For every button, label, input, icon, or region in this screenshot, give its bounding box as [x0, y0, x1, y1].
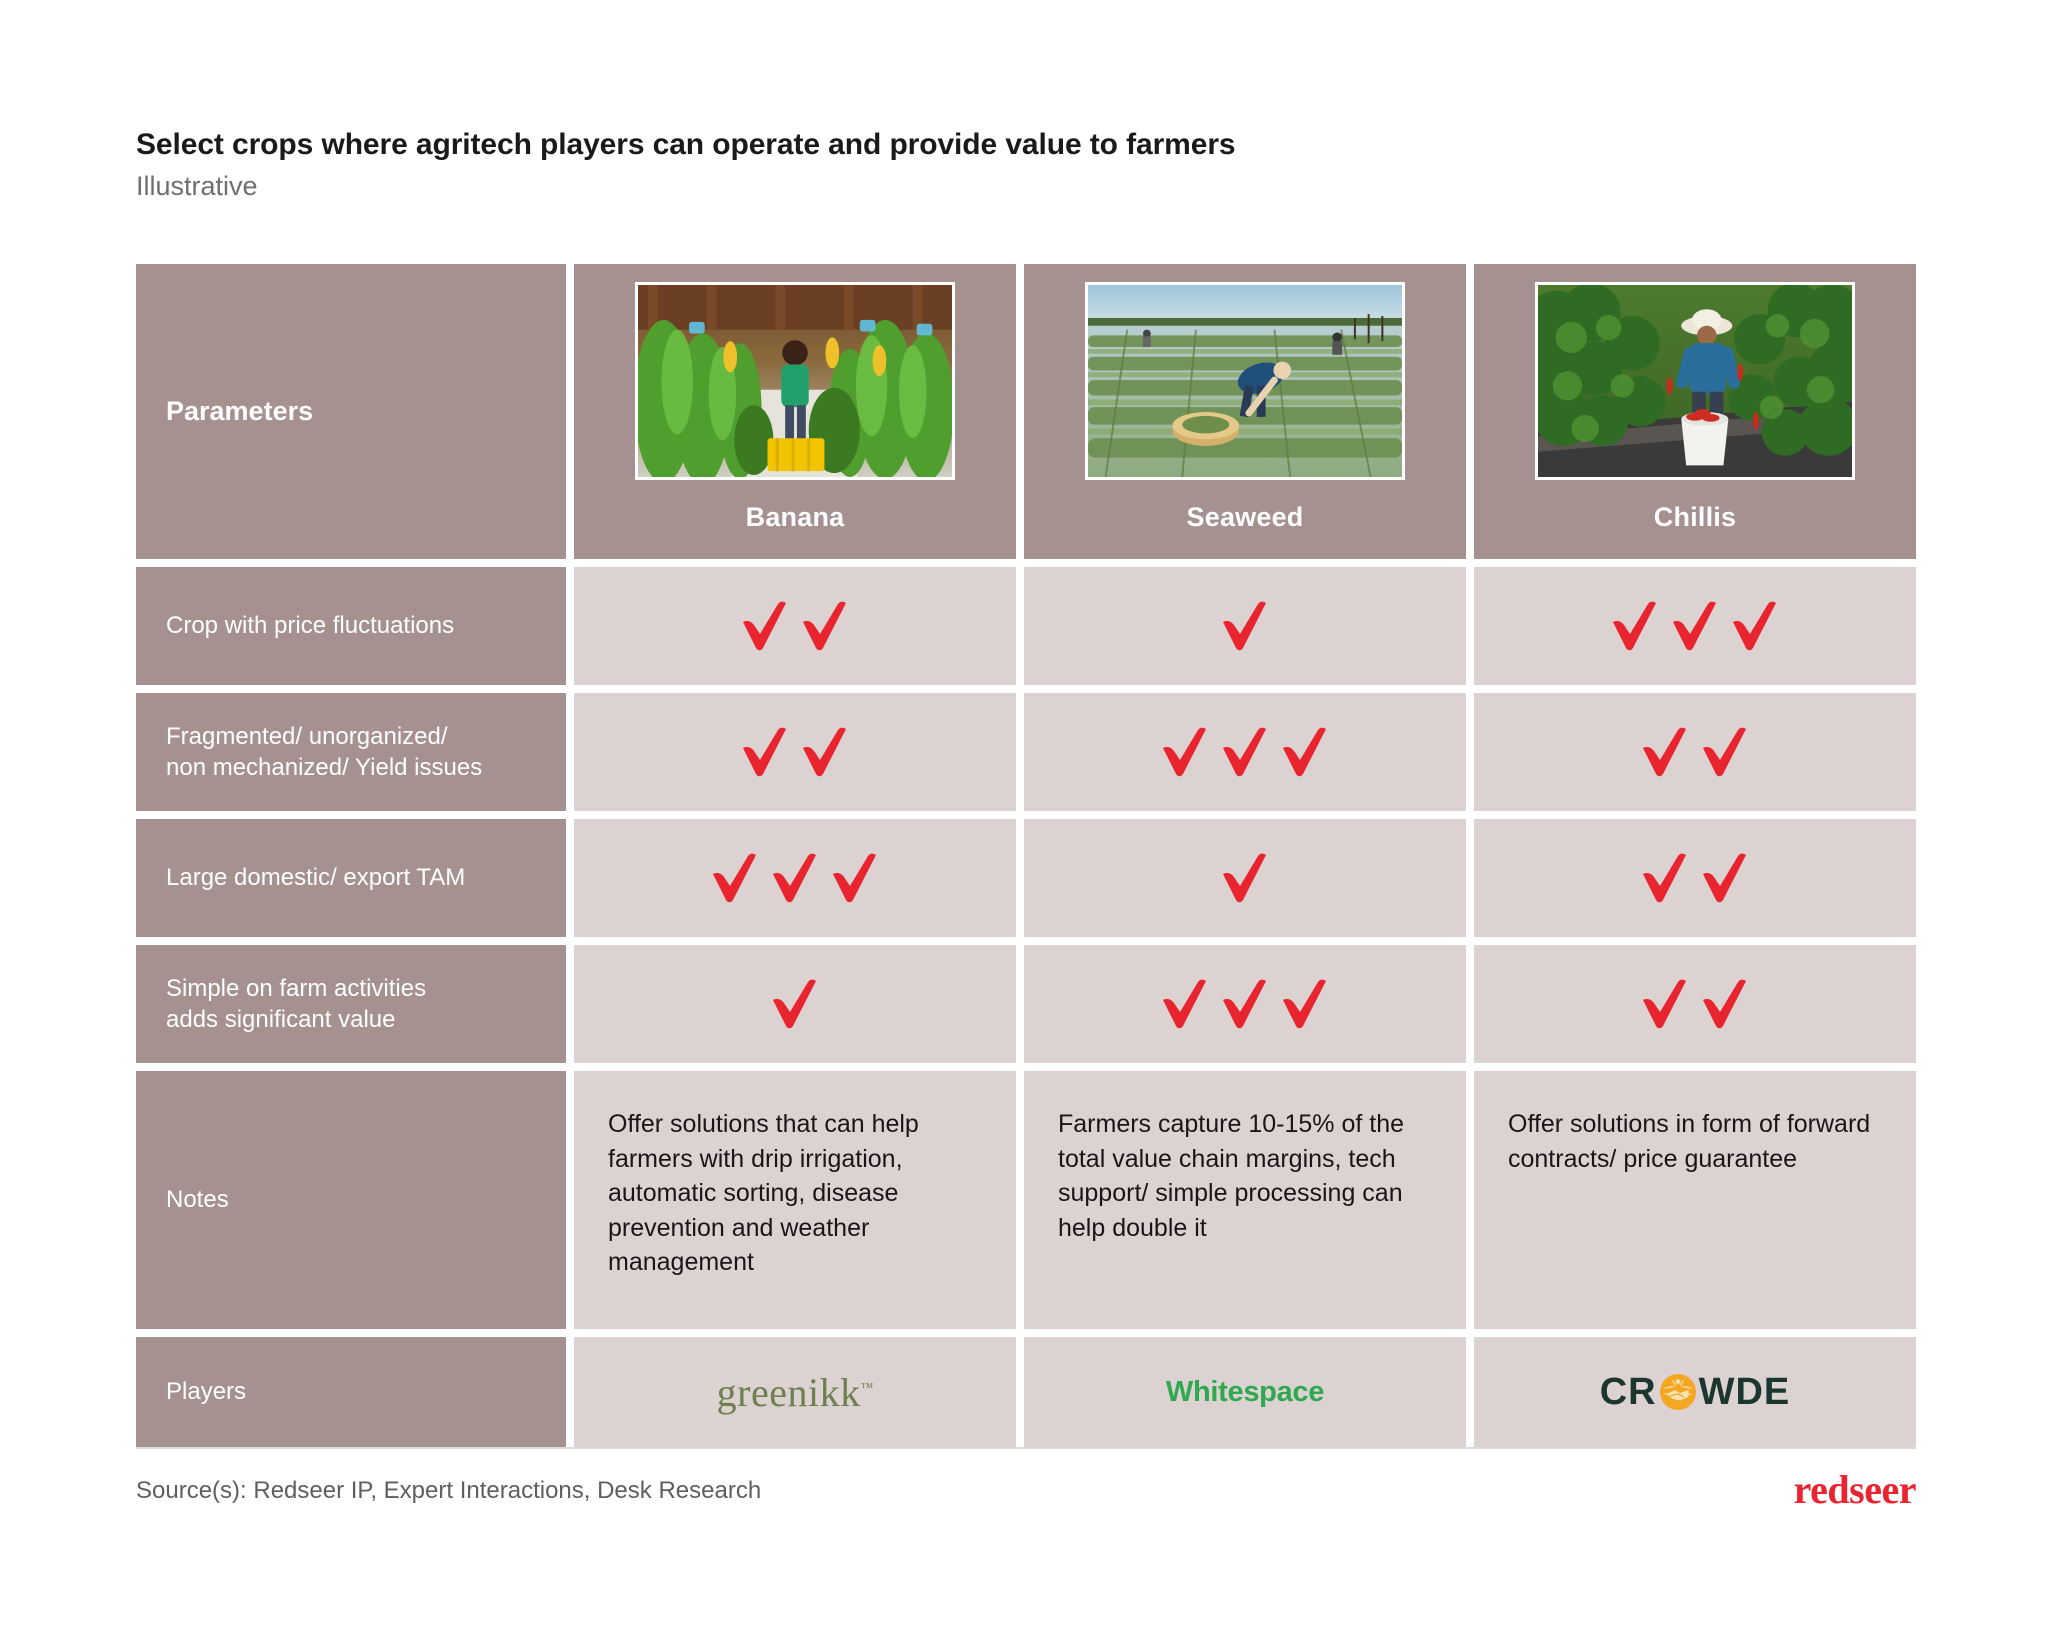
check-icon: [1697, 724, 1753, 780]
check-group: [1217, 598, 1273, 654]
whitespace-logo[interactable]: Whitespace: [1165, 1375, 1325, 1408]
cell-banana-price-fluctuations: [574, 567, 1016, 685]
cell-seaweed-fragmented: [1024, 693, 1466, 811]
check-icon: [1277, 724, 1333, 780]
table-row-players: [136, 1337, 1916, 1447]
check-icon: [1637, 850, 1693, 906]
table-row-fragmented: [136, 693, 1916, 811]
crowde-logo-text-part2: WDE: [1698, 1370, 1791, 1413]
table-row-notes: [136, 1071, 1916, 1329]
row-label-cell: [136, 693, 566, 811]
cell-banana-on-farm: [574, 945, 1016, 1063]
table-row-on-farm-activities: [136, 945, 1916, 1063]
cell-chillis-players: [1474, 1337, 1916, 1447]
cell-banana-fragmented: [574, 693, 1016, 811]
cell-chillis-price-fluctuations: [1474, 567, 1916, 685]
check-icon: [1637, 976, 1693, 1032]
parameters-header-cell: [136, 264, 566, 559]
note-text: Farmers capture 10-15% of the total value chain margins, tech support/ simple processing can help double it: [1058, 1110, 1404, 1242]
column-header-chillis: [1474, 264, 1916, 559]
table-row-price-fluctuations: [136, 567, 1916, 685]
seaweed-farming-photo: [1085, 282, 1405, 480]
check-icon: [1607, 598, 1663, 654]
source-text: Source(s): Redseer IP, Expert Interactions, Desk Research: [136, 1477, 762, 1504]
note-text: Offer solutions in form of forward contracts/ price guarantee: [1508, 1110, 1871, 1173]
cell-seaweed-players: [1024, 1337, 1466, 1447]
crowde-logo-text-part1: CR: [1599, 1370, 1657, 1413]
check-group: [1607, 598, 1783, 654]
row-label: [166, 721, 482, 783]
cell-chillis-notes: [1474, 1071, 1916, 1329]
check-group: [1637, 850, 1753, 906]
check-icon: [1667, 598, 1723, 654]
row-label-cell-notes: [136, 1071, 566, 1329]
banana-harvest-photo: [635, 282, 955, 480]
check-icon: [797, 598, 853, 654]
cell-seaweed-price-fluctuations: [1024, 567, 1466, 685]
check-icon: [1157, 976, 1213, 1032]
cell-chillis-on-farm: [1474, 945, 1916, 1063]
check-icon: [707, 850, 763, 906]
check-icon: [737, 598, 793, 654]
check-icon: [797, 724, 853, 780]
row-label-cell: [136, 567, 566, 685]
cell-chillis-tam: [1474, 819, 1916, 937]
check-icon: [827, 850, 883, 906]
check-icon: [767, 976, 823, 1032]
check-icon: [1217, 976, 1273, 1032]
footer-divider: [136, 1447, 1916, 1449]
check-icon: [1157, 724, 1213, 780]
check-icon: [1217, 724, 1273, 780]
row-label-line1: Simple on farm activities: [166, 974, 427, 1002]
crop-name-chillis: Chillis: [1653, 502, 1737, 532]
check-icon: [1217, 598, 1273, 654]
check-group: [1637, 724, 1753, 780]
check-group: [1157, 976, 1333, 1032]
check-group: [767, 976, 823, 1032]
trademark-symbol: ™: [860, 1379, 874, 1395]
cell-chillis-fragmented: [1474, 693, 1916, 811]
check-icon: [1697, 850, 1753, 906]
check-icon: [1727, 598, 1783, 654]
cell-banana-notes: [574, 1071, 1016, 1329]
comparison-table: [136, 264, 1916, 1447]
cell-banana-tam: [574, 819, 1016, 937]
check-icon: [1697, 976, 1753, 1032]
row-label: [166, 973, 426, 1035]
check-group: [1157, 724, 1333, 780]
check-group: [737, 598, 853, 654]
check-icon: [1637, 724, 1693, 780]
column-header-banana: [574, 264, 1016, 559]
note-text: Offer solutions that can help farmers with drip irrigation, automatic sorting, disease prevention and weather management: [608, 1110, 919, 1276]
cell-seaweed-notes: [1024, 1071, 1466, 1329]
redseer-logo: redseer: [1793, 1467, 1916, 1512]
row-label: Players: [166, 1378, 247, 1406]
check-group: [737, 724, 853, 780]
check-group: [1637, 976, 1753, 1032]
crowde-logo[interactable]: [1600, 1371, 1791, 1414]
row-label-line1: Fragmented/ unorganized/: [166, 722, 448, 750]
check-icon: [1277, 976, 1333, 1032]
crop-name-banana: Banana: [745, 502, 845, 532]
greenikk-logo-text: greenikk: [716, 1369, 861, 1415]
check-icon: [1217, 850, 1273, 906]
column-header-seaweed: [1024, 264, 1466, 559]
chilli-farm-photo: [1535, 282, 1855, 480]
cell-banana-players: [574, 1337, 1016, 1447]
row-label-line2: adds significant value: [166, 1006, 396, 1033]
row-label-cell: [136, 945, 566, 1063]
cell-seaweed-tam: [1024, 819, 1466, 937]
crop-name-seaweed: Seaweed: [1186, 502, 1304, 532]
row-label-line2: non mechanized/ Yield issues: [166, 754, 483, 781]
row-label: Notes: [166, 1186, 229, 1214]
row-label: Crop with price fluctuations: [166, 612, 455, 640]
crowde-handshake-icon: [1659, 1373, 1697, 1411]
greenikk-logo[interactable]: [717, 1369, 874, 1416]
check-icon: [767, 850, 823, 906]
page-title: Select crops where agritech players can operate and provide value to farmers: [136, 128, 1236, 161]
slide-header: [136, 126, 1916, 202]
check-icon: [737, 724, 793, 780]
table-header-row: [136, 264, 1916, 559]
cell-seaweed-on-farm: [1024, 945, 1466, 1063]
row-label-cell: [136, 819, 566, 937]
check-group: [1217, 850, 1273, 906]
row-label-cell-players: [136, 1337, 566, 1447]
parameters-label: Parameters: [166, 395, 314, 426]
table-row-tam: [136, 819, 1916, 937]
row-label: Large domestic/ export TAM: [166, 864, 466, 892]
page-subtitle: Illustrative: [136, 170, 258, 201]
check-group: [707, 850, 883, 906]
